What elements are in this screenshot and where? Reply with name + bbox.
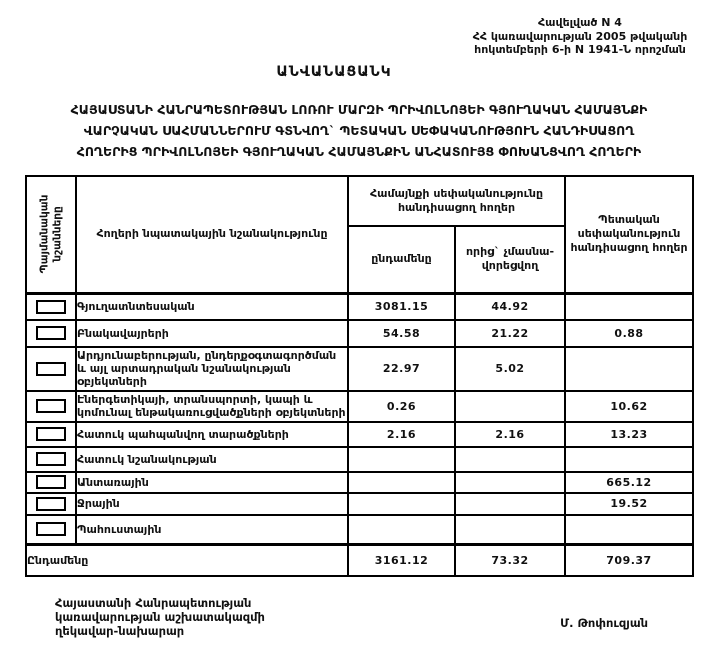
- row-label: Գյուղատնտեսական: [76, 294, 348, 320]
- col-header-non-privatizable: որից` չմասնա-վորեցվող: [455, 226, 565, 294]
- page-title: ԱՆՎԱՆԱՑԱՆԿ: [276, 63, 392, 80]
- value-total: [348, 447, 455, 472]
- table-header-row-1: [26, 176, 693, 226]
- value-state: 19.52: [565, 493, 693, 515]
- value-state: 13.23: [565, 422, 693, 447]
- table-row: [26, 391, 693, 422]
- table-row: [26, 515, 693, 545]
- value-non-privatizable: 21.22: [455, 320, 565, 347]
- row-label: Արդյունաբերության, ընդերքօգտագործման և այլ արտադրական նշանակության օբյեկտների: [76, 347, 348, 391]
- value-non-privatizable: [455, 447, 565, 472]
- row-label: Պահուստային: [76, 515, 348, 545]
- col-header-symbols-label: Պայմանական նշանները: [38, 194, 63, 274]
- value-non-privatizable: 44.92: [455, 294, 565, 320]
- value-total: [348, 472, 455, 493]
- table-row: [26, 422, 693, 447]
- total-value-state: 709.37: [565, 545, 693, 576]
- row-label: Հատուկ պահպանվող տարածքների: [76, 422, 348, 447]
- value-state: [565, 347, 693, 391]
- signatory-title-line: ղեկավար-նախարար: [55, 623, 185, 638]
- appendix-line: Հավելված N 4: [538, 16, 622, 29]
- value-non-privatizable: 5.02: [455, 347, 565, 391]
- appendix-block: [456, 16, 704, 57]
- legend-box: [36, 475, 66, 489]
- value-non-privatizable: [455, 493, 565, 515]
- legend-box: [36, 497, 66, 511]
- legend-cell: [26, 472, 76, 493]
- land-table: [25, 175, 694, 577]
- document-subtitle: [12, 99, 706, 162]
- row-label: Ջրային: [76, 493, 348, 515]
- value-total: 3081.15: [348, 294, 455, 320]
- table-row: [26, 320, 693, 347]
- value-total: [348, 493, 455, 515]
- legend-cell: [26, 515, 76, 545]
- row-label: Անտառային: [76, 472, 348, 493]
- col-header-community-group: Համայնքի սեփականությունը հանդիսացող հողեր: [348, 176, 565, 226]
- legend-cell: [26, 447, 76, 472]
- value-non-privatizable: [455, 472, 565, 493]
- legend-cell: [26, 294, 76, 320]
- value-non-privatizable: [455, 391, 565, 422]
- total-value-non-privatizable: 73.32: [455, 545, 565, 576]
- col-header-symbols: [26, 176, 76, 294]
- document-footer: [55, 596, 648, 638]
- legend-box: [36, 300, 66, 314]
- value-state: [565, 294, 693, 320]
- legend-cell: [26, 347, 76, 391]
- total-label: Ընդամենը: [26, 545, 348, 576]
- legend-box: [36, 427, 66, 441]
- subtitle-line: ՀՈՂԵՐԻՑ ՊՐԻՎՈԼՆՈՅԵԻ ԳՅՈՒՂԱԿԱՆ ՀԱՄԱՅՆՔԻՆ ԱՆՀԱՏՈՒՅՑ ՓՈԽԱՆՑՎՈՂ ՀՈՂԵՐԻ: [76, 143, 642, 159]
- table-row: [26, 472, 693, 493]
- value-state: 10.62: [565, 391, 693, 422]
- col-header-state: Պետական սեփականություն հանդիսացող հողեր: [565, 176, 693, 294]
- value-total: 0.26: [348, 391, 455, 422]
- appendix-line: հոկտեմբերի 6-ի N 1941-Ն որոշման: [474, 43, 686, 56]
- value-total: [348, 515, 455, 545]
- table-row: [26, 294, 693, 320]
- legend-cell: [26, 493, 76, 515]
- legend-cell: [26, 391, 76, 422]
- signatory-title-line: Հայաստանի Հանրապետության: [55, 595, 252, 610]
- legend-cell: [26, 422, 76, 447]
- signatory-title-block: [55, 596, 265, 638]
- signatory-title-line: կառավարության աշխատակազմի: [55, 609, 265, 624]
- table-row: [26, 447, 693, 472]
- value-total: 54.58: [348, 320, 455, 347]
- legend-box: [36, 522, 66, 536]
- table-row: [26, 493, 693, 515]
- legend-box: [36, 362, 66, 376]
- value-non-privatizable: [455, 515, 565, 545]
- col-header-community-total: ընդամենը: [348, 226, 455, 294]
- value-state: [565, 447, 693, 472]
- value-total: 2.16: [348, 422, 455, 447]
- appendix-line: ՀՀ կառավարության 2005 թվականի: [472, 29, 688, 43]
- value-non-privatizable: 2.16: [455, 422, 565, 447]
- total-value-total: 3161.12: [348, 545, 455, 576]
- signatory-name: Մ. Թոփուզյան: [560, 615, 648, 630]
- legend-box: [36, 452, 66, 466]
- table-total-row: [26, 545, 693, 576]
- col-header-purpose: Հողերի նպատակային նշանակությունը: [76, 176, 348, 294]
- legend-box: [36, 399, 66, 413]
- legend-cell: [26, 320, 76, 347]
- subtitle-line: ՀԱՅԱՍՏԱՆԻ ՀԱՆՐԱՊԵՏՈՒԹՅԱՆ ԼՈՌՈՒ ՄԱՐԶԻ ՊՐԻՎՈԼՆՈՅԵԻ ԳՅՈՒՂԱԿԱՆ ՀԱՄԱՅՆՔԻ: [70, 101, 648, 117]
- row-label: Հատուկ նշանակության: [76, 447, 348, 472]
- value-state: 0.88: [565, 320, 693, 347]
- legend-box: [36, 326, 66, 340]
- value-total: 22.97: [348, 347, 455, 391]
- row-label: Էներգետիկայի, տրանսպորտի, կապի և կոմունալ ենթակառուցվածքների օբյեկտների: [76, 391, 348, 422]
- table-row: [26, 347, 693, 391]
- subtitle-line: ՎԱՐՉԱԿԱՆ ՍԱՀՄԱՆՆԵՐՈՒՄ ԳՏՆՎՈՂ` ՊԵՏԱԿԱՆ ՍԵՓԱԿԱՆՈՒԹՅՈՒՆ ՀԱՆԴԻՍԱՑՈՂ: [83, 122, 635, 138]
- value-state: [565, 515, 693, 545]
- value-state: 665.12: [565, 472, 693, 493]
- row-label: Բնակավայրերի: [76, 320, 348, 347]
